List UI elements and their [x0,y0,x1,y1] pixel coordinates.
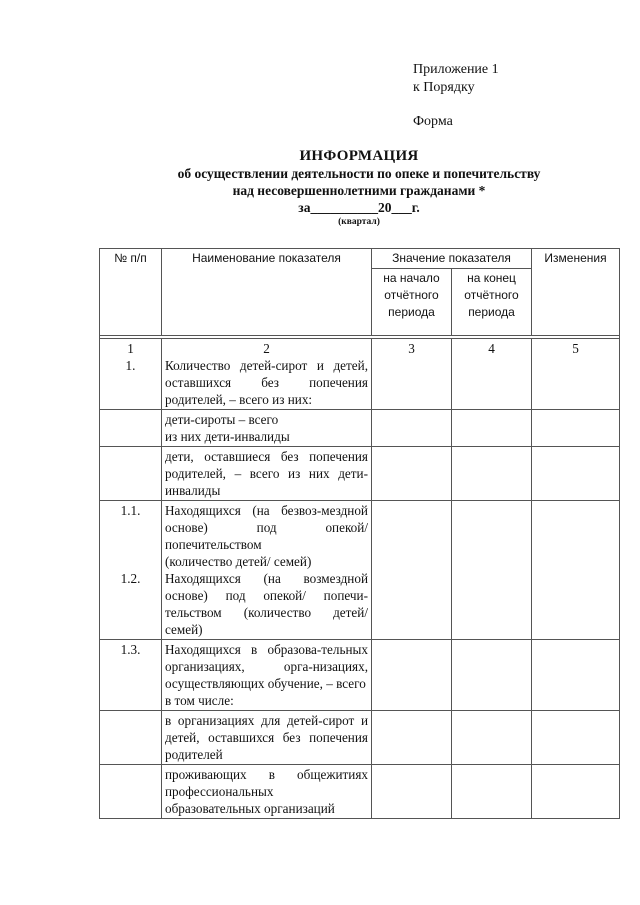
header-start-text: на начало отчётного периода [383,271,440,319]
table-row [100,501,620,640]
header-changes [532,249,620,336]
title-line-2: об осуществлении деятельности по опеке и попечительству [177,166,541,181]
table-row [100,711,620,765]
row-text-cell [162,339,372,410]
table-row [100,410,620,447]
annex-line-1: Приложение 1 [413,62,499,77]
header-end [452,269,532,336]
row-text: дети, оставшиеся без попечения родителей, – всего из них дети-инвалиды [162,447,372,501]
row-num-cell [100,711,162,765]
col-number-2: 2 [263,341,270,356]
row-num-cell: 1.3. [100,640,162,711]
row-num-cell [100,501,162,640]
document-title [100,147,618,228]
value-start-cell [372,339,452,410]
header-num [100,249,162,336]
value-start-cell [372,711,452,765]
row-text-cell [162,501,372,640]
row-num-cell [100,447,162,501]
row-text-2: Находящихся (на возмездной основе) под опекой/ попечи-тельством (количество детей/ семей) [165,571,368,637]
table-row [100,447,620,501]
changes-cell [532,410,620,447]
header-start [372,269,452,336]
value-start-cell [372,410,452,447]
value-end-cell [452,640,532,711]
annex-line-2: к Порядку [413,80,475,95]
col-number-4: 4 [488,341,495,356]
annex-label [413,61,499,97]
row-text: Находящихся в образова-тельных организациях, орга-низациях, осуществляющих обучение, – всего в том числе: [162,640,372,711]
col-number-3: 3 [408,341,415,356]
value-end-cell [452,711,532,765]
col-number-1: 1 [127,341,134,356]
row-num-cell [100,410,162,447]
row-num: 1.1. [120,503,141,518]
header-value-text: Значение показателя [392,251,511,265]
value-start-cell [372,640,452,711]
row-num-cell [100,765,162,819]
title-period-note: (квартал) [338,217,380,227]
table-row [100,339,620,410]
title-line-3: над несовершеннолетними гражданами * [232,183,486,198]
table-row [100,765,620,819]
title-period: за__________20___г. [298,200,420,215]
row-num-cell [100,339,162,410]
value-end-cell [452,339,532,410]
changes-cell [532,640,620,711]
header-end-text: на конец отчётного периода [464,271,519,319]
value-end-cell [452,501,532,640]
value-start-cell [372,501,452,640]
title-main: ИНФОРМАЦИЯ [299,148,419,164]
value-end-cell [452,765,532,819]
row-text: дети-сироты – всего из них дети-инвалиды [162,410,372,447]
header-changes-text: Изменения [544,251,607,265]
changes-cell [532,765,620,819]
changes-cell [532,501,620,640]
header-num-text: № п/п [114,251,147,265]
row-num: 1. [125,358,136,373]
value-end-cell [452,410,532,447]
header-value [372,249,532,269]
value-start-cell [372,765,452,819]
table-row [100,640,620,711]
col-number-5: 5 [572,341,579,356]
changes-cell [532,447,620,501]
row-text: в организациях для детей-сирот и детей, оставшихся без попечения родителей [162,711,372,765]
row-text: Находящихся (на безвоз-мездной основе) под опекой/ попечительством (количество детей/ семей) [165,503,368,569]
row-text: проживающих в общежитиях профессиональных образовательных организаций [162,765,372,819]
changes-cell [532,711,620,765]
value-end-cell [452,447,532,501]
value-start-cell [372,447,452,501]
indicators-table [99,248,620,819]
changes-cell [532,339,620,410]
row-text: Количество детей-сирот и детей, оставшихся без попечения родителей, – всего из них: [165,358,368,407]
row-num-2: 1.2. [120,571,141,586]
header-name-text: Наименование показателя [192,251,341,265]
form-label: Форма [413,114,453,129]
header-name [162,249,372,336]
